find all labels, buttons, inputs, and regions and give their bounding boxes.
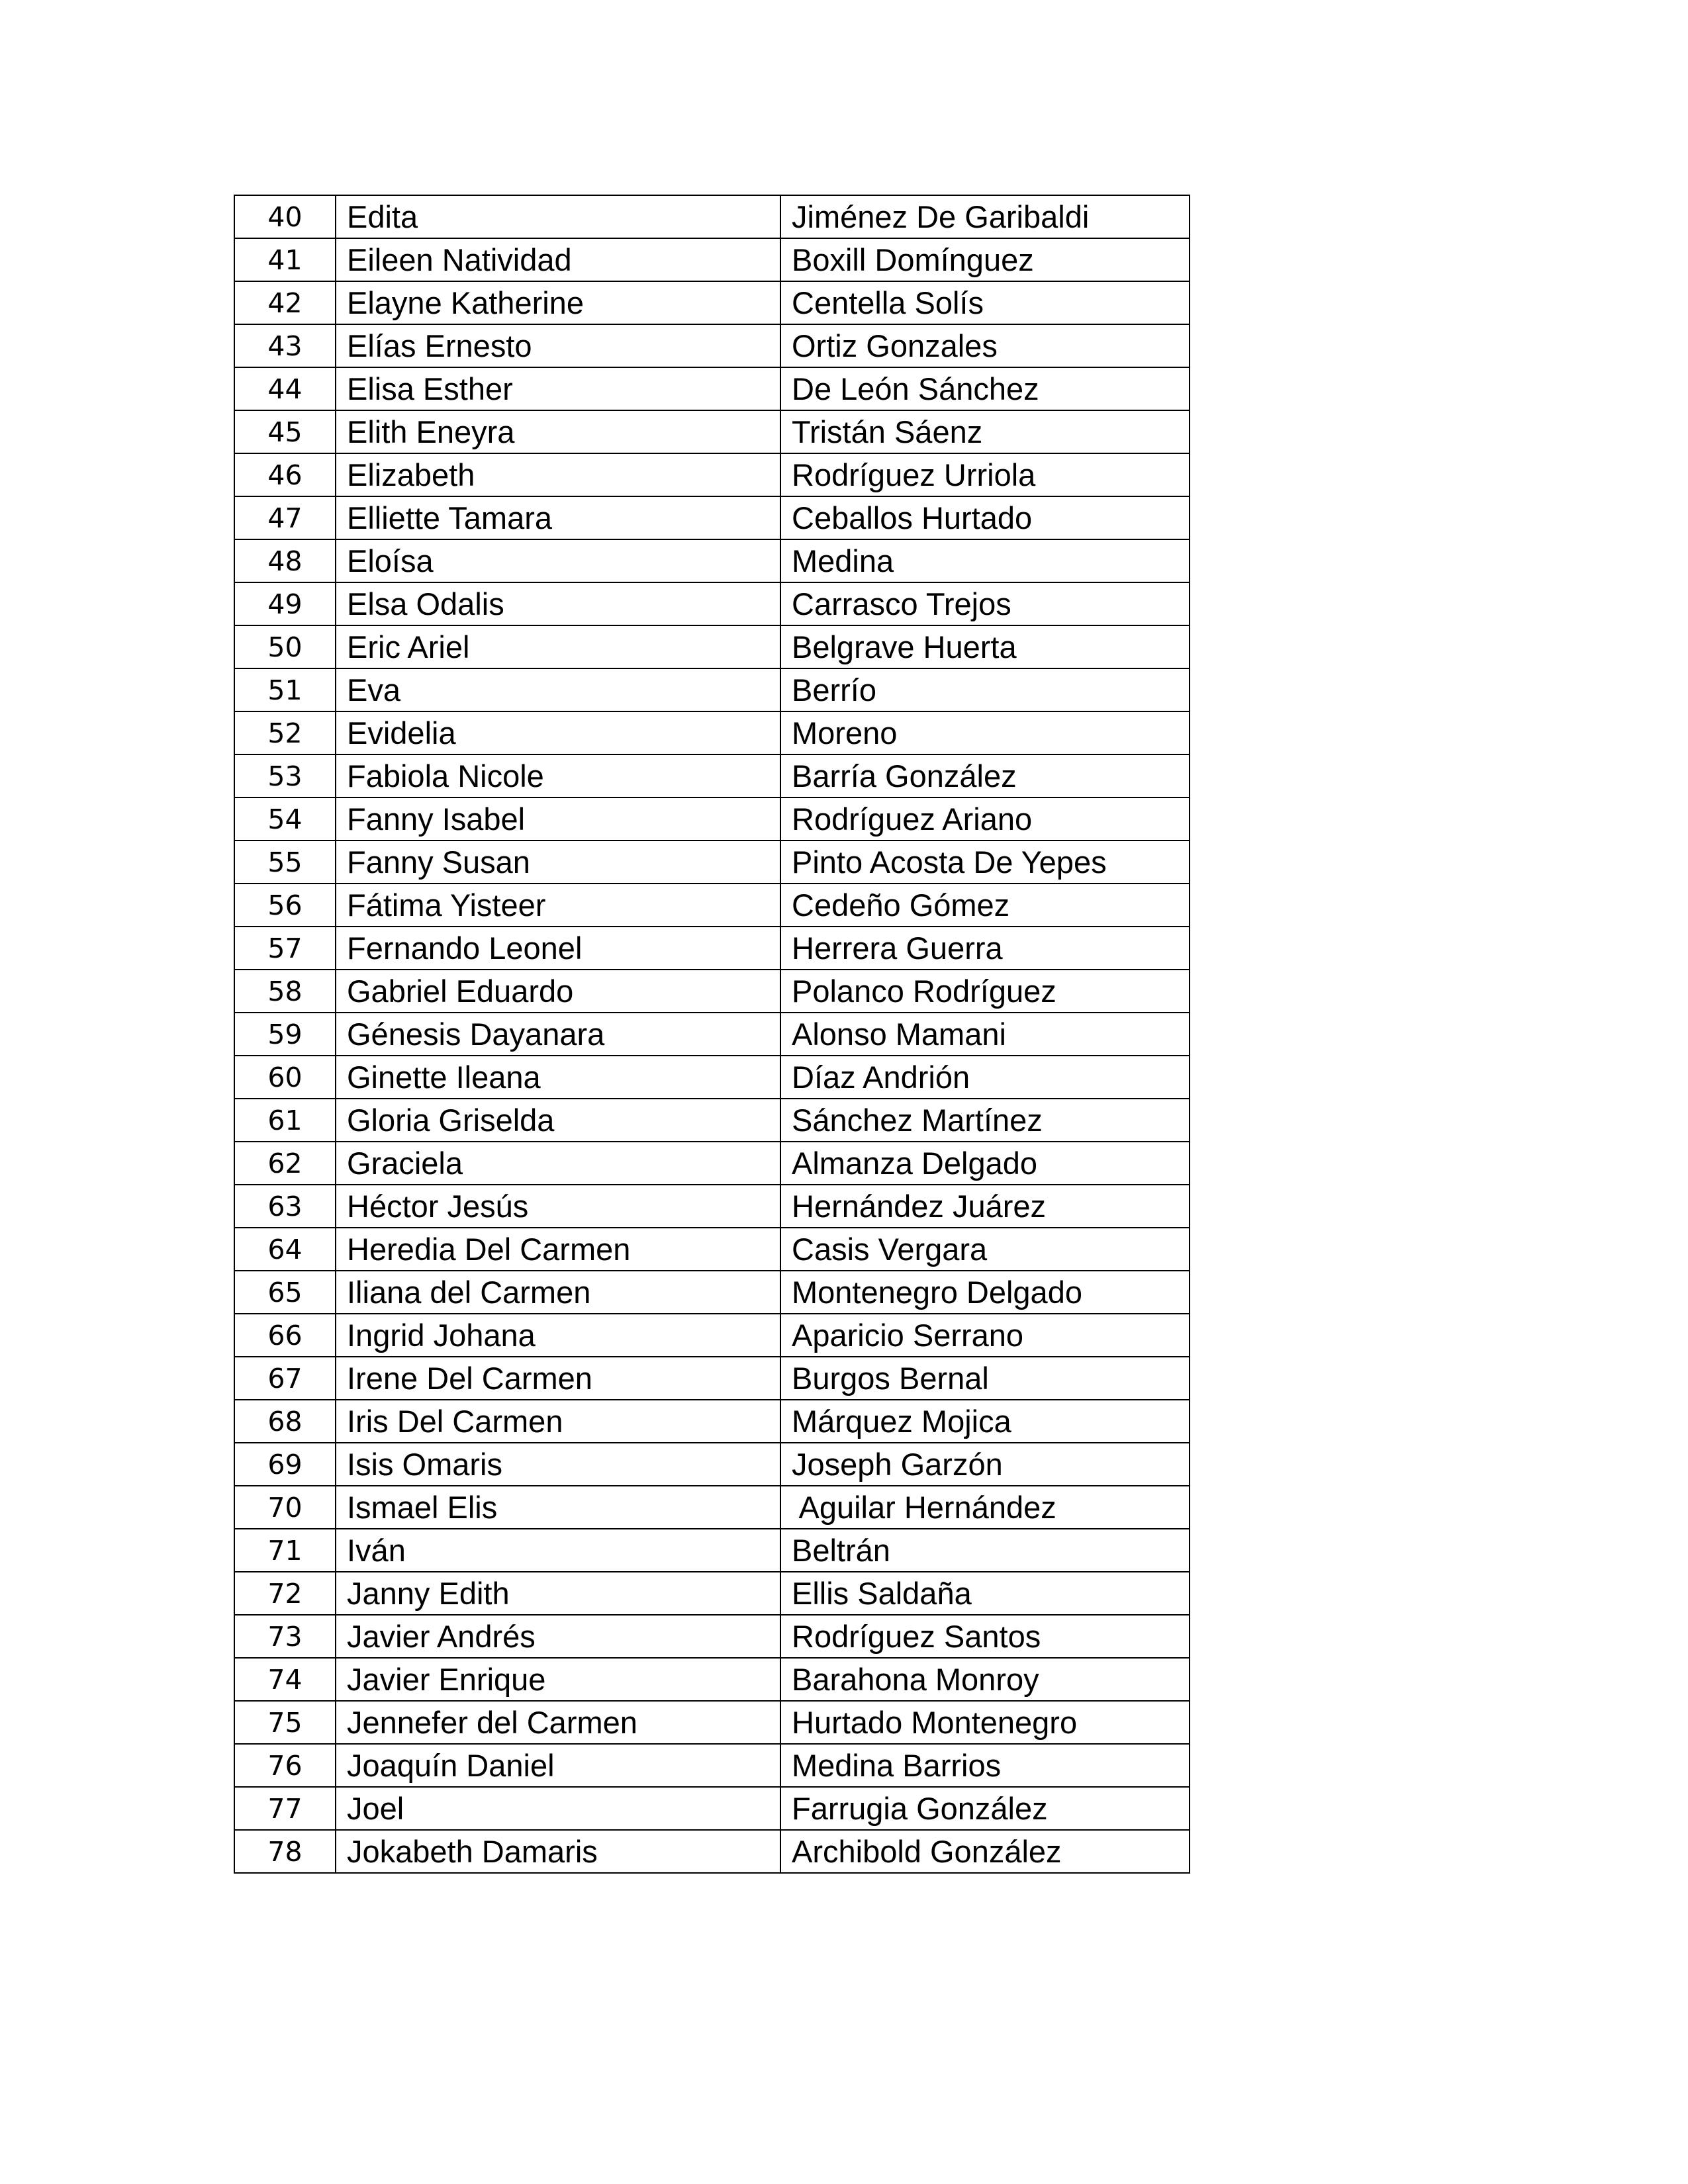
table-row bbox=[234, 1701, 1190, 1744]
first-names-cell: Jennefer del Carmen bbox=[336, 1701, 780, 1744]
row-number: 69 bbox=[234, 1443, 336, 1486]
last-names-cell: Beltrán bbox=[780, 1529, 1190, 1572]
last-names-cell: Medina Barrios bbox=[780, 1744, 1190, 1787]
row-number: 74 bbox=[234, 1658, 336, 1701]
row-number: 73 bbox=[234, 1615, 336, 1658]
first-names-cell: Fanny Isabel bbox=[336, 797, 780, 841]
last-names-cell: Rodríguez Ariano bbox=[780, 797, 1190, 841]
last-names-cell: Tristán Sáenz bbox=[780, 410, 1190, 453]
row-number: 63 bbox=[234, 1185, 336, 1228]
first-names-cell: Eloísa bbox=[336, 539, 780, 582]
row-number: 71 bbox=[234, 1529, 336, 1572]
row-number: 72 bbox=[234, 1572, 336, 1615]
last-names-cell: Ceballos Hurtado bbox=[780, 496, 1190, 539]
last-names-cell: Boxill Domínguez bbox=[780, 238, 1190, 281]
row-number: 59 bbox=[234, 1013, 336, 1056]
row-number: 40 bbox=[234, 195, 336, 238]
last-names-cell: Jiménez De Garibaldi bbox=[780, 195, 1190, 238]
table-row bbox=[234, 1787, 1190, 1830]
first-names-cell: Elsa Odalis bbox=[336, 582, 780, 625]
table-row bbox=[234, 754, 1190, 797]
table-row bbox=[234, 1830, 1190, 1873]
row-number: 75 bbox=[234, 1701, 336, 1744]
first-names-cell: Elisa Esther bbox=[336, 367, 780, 410]
table-row bbox=[234, 884, 1190, 927]
table-row bbox=[234, 668, 1190, 711]
first-names-cell: Evidelia bbox=[336, 711, 780, 754]
first-names-cell: Eileen Natividad bbox=[336, 238, 780, 281]
last-names-cell: Archibold González bbox=[780, 1830, 1190, 1873]
table-row bbox=[234, 195, 1190, 238]
row-number: 57 bbox=[234, 927, 336, 970]
first-names-cell: Iris Del Carmen bbox=[336, 1400, 780, 1443]
row-number: 47 bbox=[234, 496, 336, 539]
last-names-cell: Farrugia González bbox=[780, 1787, 1190, 1830]
first-names-cell: Ginette Ileana bbox=[336, 1056, 780, 1099]
first-names-cell: Elliette Tamara bbox=[336, 496, 780, 539]
table-row bbox=[234, 1400, 1190, 1443]
row-number: 55 bbox=[234, 841, 336, 884]
last-names-cell: Ellis Saldaña bbox=[780, 1572, 1190, 1615]
last-names-cell: Aguilar Hernández bbox=[780, 1486, 1190, 1529]
table-row bbox=[234, 1658, 1190, 1701]
row-number: 60 bbox=[234, 1056, 336, 1099]
first-names-cell: Elizabeth bbox=[336, 453, 780, 496]
last-names-cell: Burgos Bernal bbox=[780, 1357, 1190, 1400]
first-names-cell: Elayne Katherine bbox=[336, 281, 780, 324]
table-row bbox=[234, 1443, 1190, 1486]
table-row bbox=[234, 1486, 1190, 1529]
row-number: 42 bbox=[234, 281, 336, 324]
last-names-cell: Hernández Juárez bbox=[780, 1185, 1190, 1228]
first-names-cell: Fabiola Nicole bbox=[336, 754, 780, 797]
table-row bbox=[234, 367, 1190, 410]
last-names-cell: Casis Vergara bbox=[780, 1228, 1190, 1271]
table-row bbox=[234, 1572, 1190, 1615]
name-list-table bbox=[234, 195, 1190, 1874]
table-row bbox=[234, 1099, 1190, 1142]
last-names-cell: Márquez Mojica bbox=[780, 1400, 1190, 1443]
table-row bbox=[234, 625, 1190, 668]
first-names-cell: Javier Andrés bbox=[336, 1615, 780, 1658]
first-names-cell: Ismael Elis bbox=[336, 1486, 780, 1529]
first-names-cell: Elías Ernesto bbox=[336, 324, 780, 367]
table-row bbox=[234, 927, 1190, 970]
last-names-cell: Moreno bbox=[780, 711, 1190, 754]
first-names-cell: Ingrid Johana bbox=[336, 1314, 780, 1357]
last-names-cell: Belgrave Huerta bbox=[780, 625, 1190, 668]
last-names-cell: Herrera Guerra bbox=[780, 927, 1190, 970]
first-names-cell: Gabriel Eduardo bbox=[336, 970, 780, 1013]
first-names-cell: Isis Omaris bbox=[336, 1443, 780, 1486]
first-names-cell: Iliana del Carmen bbox=[336, 1271, 780, 1314]
row-number: 78 bbox=[234, 1830, 336, 1873]
row-number: 76 bbox=[234, 1744, 336, 1787]
first-names-cell: Eva bbox=[336, 668, 780, 711]
table-row bbox=[234, 324, 1190, 367]
row-number: 65 bbox=[234, 1271, 336, 1314]
last-names-cell: Díaz Andrión bbox=[780, 1056, 1190, 1099]
table-row bbox=[234, 1529, 1190, 1572]
first-names-cell: Graciela bbox=[336, 1142, 780, 1185]
row-number: 45 bbox=[234, 410, 336, 453]
row-number: 66 bbox=[234, 1314, 336, 1357]
table-row bbox=[234, 238, 1190, 281]
first-names-cell: Edita bbox=[336, 195, 780, 238]
first-names-cell: Fernando Leonel bbox=[336, 927, 780, 970]
first-names-cell: Elith Eneyra bbox=[336, 410, 780, 453]
row-number: 52 bbox=[234, 711, 336, 754]
last-names-cell: Polanco Rodríguez bbox=[780, 970, 1190, 1013]
first-names-cell: Janny Edith bbox=[336, 1572, 780, 1615]
first-names-cell: Fátima Yisteer bbox=[336, 884, 780, 927]
last-names-cell: De León Sánchez bbox=[780, 367, 1190, 410]
last-names-cell: Cedeño Gómez bbox=[780, 884, 1190, 927]
table-row bbox=[234, 797, 1190, 841]
table-row bbox=[234, 1013, 1190, 1056]
last-names-cell: Medina bbox=[780, 539, 1190, 582]
table-row bbox=[234, 281, 1190, 324]
table-row bbox=[234, 970, 1190, 1013]
name-list-body bbox=[234, 195, 1190, 1873]
row-number: 58 bbox=[234, 970, 336, 1013]
row-number: 68 bbox=[234, 1400, 336, 1443]
last-names-cell: Rodríguez Urriola bbox=[780, 453, 1190, 496]
row-number: 49 bbox=[234, 582, 336, 625]
table-row bbox=[234, 1228, 1190, 1271]
first-names-cell: Jokabeth Damaris bbox=[336, 1830, 780, 1873]
last-names-cell: Almanza Delgado bbox=[780, 1142, 1190, 1185]
first-names-cell: Joaquín Daniel bbox=[336, 1744, 780, 1787]
row-number: 43 bbox=[234, 324, 336, 367]
row-number: 54 bbox=[234, 797, 336, 841]
first-names-cell: Gloria Griselda bbox=[336, 1099, 780, 1142]
table-row bbox=[234, 1056, 1190, 1099]
last-names-cell: Pinto Acosta De Yepes bbox=[780, 841, 1190, 884]
last-names-cell: Ortiz Gonzales bbox=[780, 324, 1190, 367]
first-names-cell: Irene Del Carmen bbox=[336, 1357, 780, 1400]
table-row bbox=[234, 1744, 1190, 1787]
row-number: 41 bbox=[234, 238, 336, 281]
table-row bbox=[234, 410, 1190, 453]
table-row bbox=[234, 582, 1190, 625]
table-row bbox=[234, 539, 1190, 582]
last-names-cell: Barahona Monroy bbox=[780, 1658, 1190, 1701]
last-names-cell: Montenegro Delgado bbox=[780, 1271, 1190, 1314]
row-number: 62 bbox=[234, 1142, 336, 1185]
last-names-cell: Centella Solís bbox=[780, 281, 1190, 324]
row-number: 48 bbox=[234, 539, 336, 582]
last-names-cell: Hurtado Montenegro bbox=[780, 1701, 1190, 1744]
last-names-cell: Aparicio Serrano bbox=[780, 1314, 1190, 1357]
first-names-cell: Joel bbox=[336, 1787, 780, 1830]
row-number: 64 bbox=[234, 1228, 336, 1271]
table-row bbox=[234, 711, 1190, 754]
first-names-cell: Iván bbox=[336, 1529, 780, 1572]
first-names-cell: Javier Enrique bbox=[336, 1658, 780, 1701]
last-names-cell: Berrío bbox=[780, 668, 1190, 711]
table-row bbox=[234, 1314, 1190, 1357]
row-number: 77 bbox=[234, 1787, 336, 1830]
row-number: 51 bbox=[234, 668, 336, 711]
table-row bbox=[234, 1615, 1190, 1658]
first-names-cell: Héctor Jesús bbox=[336, 1185, 780, 1228]
last-names-cell: Carrasco Trejos bbox=[780, 582, 1190, 625]
table-row bbox=[234, 841, 1190, 884]
first-names-cell: Fanny Susan bbox=[336, 841, 780, 884]
last-names-cell: Rodríguez Santos bbox=[780, 1615, 1190, 1658]
row-number: 56 bbox=[234, 884, 336, 927]
table-row bbox=[234, 496, 1190, 539]
row-number: 67 bbox=[234, 1357, 336, 1400]
last-names-cell: Barría González bbox=[780, 754, 1190, 797]
table-row bbox=[234, 453, 1190, 496]
last-names-cell: Alonso Mamani bbox=[780, 1013, 1190, 1056]
row-number: 61 bbox=[234, 1099, 336, 1142]
first-names-cell: Heredia Del Carmen bbox=[336, 1228, 780, 1271]
table-row bbox=[234, 1142, 1190, 1185]
first-names-cell: Eric Ariel bbox=[336, 625, 780, 668]
table-row bbox=[234, 1271, 1190, 1314]
row-number: 46 bbox=[234, 453, 336, 496]
row-number: 50 bbox=[234, 625, 336, 668]
row-number: 53 bbox=[234, 754, 336, 797]
last-names-cell: Sánchez Martínez bbox=[780, 1099, 1190, 1142]
last-names-cell: Joseph Garzón bbox=[780, 1443, 1190, 1486]
row-number: 44 bbox=[234, 367, 336, 410]
row-number: 70 bbox=[234, 1486, 336, 1529]
table-row bbox=[234, 1357, 1190, 1400]
first-names-cell: Génesis Dayanara bbox=[336, 1013, 780, 1056]
table-row bbox=[234, 1185, 1190, 1228]
